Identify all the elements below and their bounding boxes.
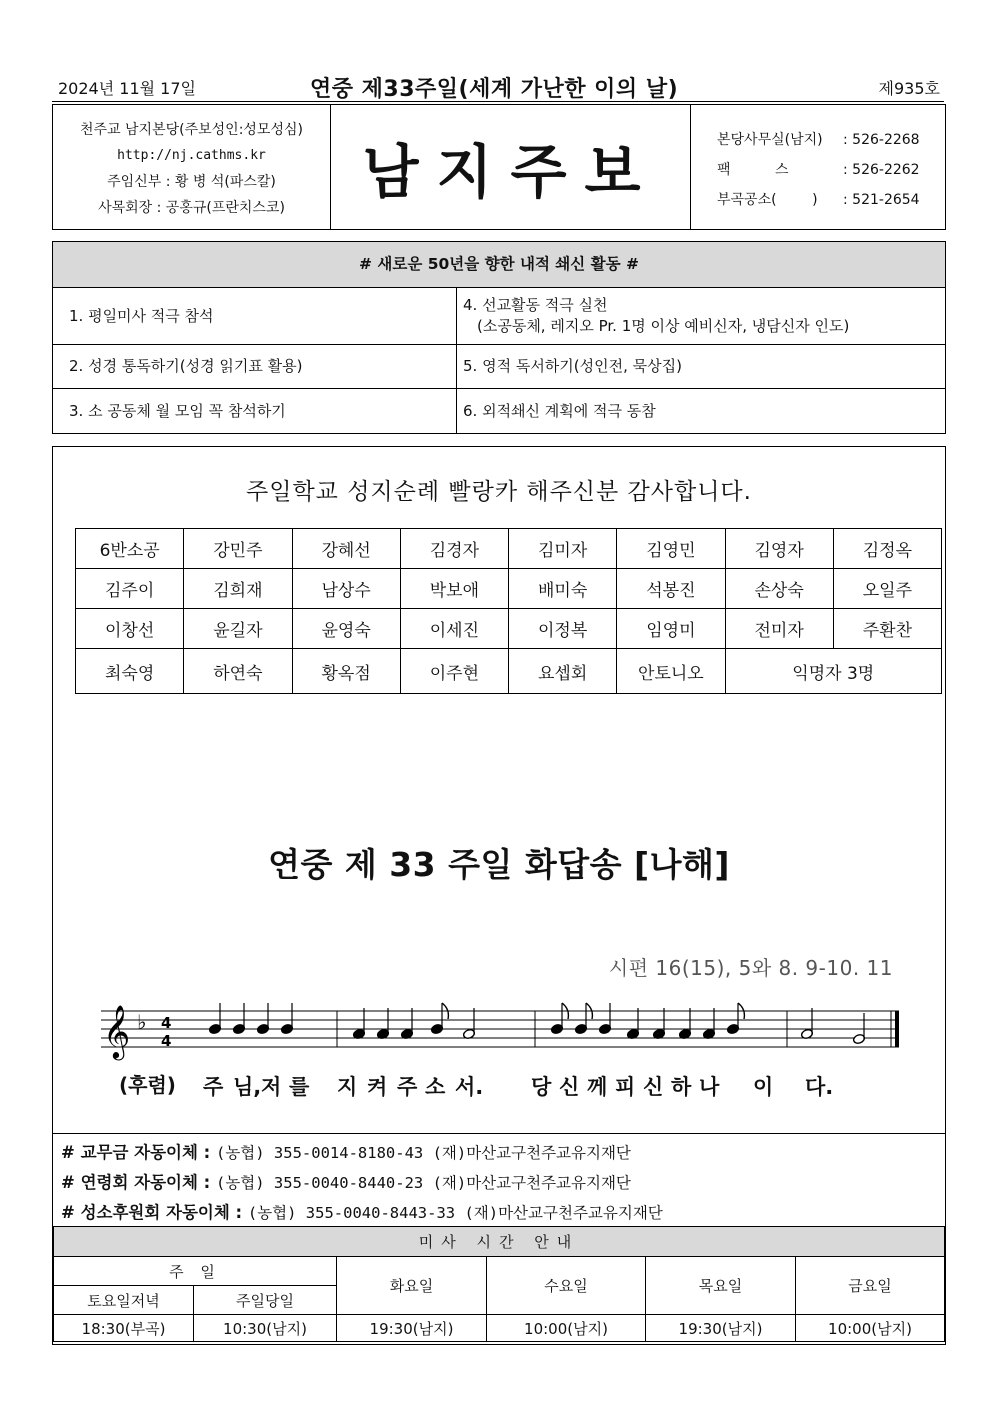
parish-name: 천주교 남지본당(주보성인:성모성심) (80, 122, 303, 138)
lyrics-line (53, 1071, 947, 1099)
lyric-syllable: 주 (203, 1075, 224, 1099)
time-signature-top: 4 (161, 1014, 172, 1032)
table-cell: 강혜선 (292, 529, 400, 569)
contact-label: 부곡공소( ) (717, 192, 818, 208)
lyric-syllable: 당 (531, 1075, 552, 1099)
table-row (76, 609, 942, 649)
goal-item: 3. 소 공동체 월 모임 꼭 참석하기 (53, 389, 457, 433)
table-cell: 김경자 (400, 529, 508, 569)
mass-heading: 미사 시간 안내 (54, 1227, 945, 1257)
table-cell: 황옥점 (292, 649, 400, 694)
saturday-evening-header: 토요일저녁 (54, 1286, 194, 1315)
psalm-title: 연중 제 33 주일 화답송 [나해] (268, 845, 730, 884)
table-row (54, 1227, 945, 1257)
bulletin-logo: 남지주보 (331, 105, 691, 229)
table-cell: 이주현 (400, 649, 508, 694)
table-cell: 요셉회 (509, 649, 617, 694)
table-cell: 김정옥 (833, 529, 941, 569)
time-signature-bottom: 4 (161, 1032, 172, 1050)
table-cell: 김희재 (184, 569, 292, 609)
table-cell: 손상숙 (725, 569, 833, 609)
table-cell: 전미자 (725, 609, 833, 649)
goal-item: 4. 선교활동 적극 실천 (소공동체, 레지오 Pr. 1명 이상 예비신자, 냉담신자 인도) (457, 288, 945, 345)
lyric-syllable: 께 (587, 1075, 608, 1099)
lyric-syllable: 신 (643, 1075, 664, 1099)
table-cell: 이창선 (76, 609, 184, 649)
bank-line: # 교무금 자동이체 : (농협) 355-0014-8180-43 (재)마산교구천주교유지재단 (61, 1143, 631, 1162)
auto-transfer-info (53, 1133, 945, 1228)
table-cell: 김영자 (725, 529, 833, 569)
goal-item: 5. 영적 독서하기(성인전, 묵상집) (457, 345, 945, 389)
table-cell: 남상수 (292, 569, 400, 609)
contact-row (717, 185, 945, 215)
lyric-syllable: 피 (615, 1075, 636, 1099)
lyric-syllable: 하 (671, 1075, 692, 1099)
goal-item: 2. 성경 통독하기(성경 읽기표 활용) (53, 345, 457, 389)
table-row (54, 1257, 945, 1286)
table-cell: 강민주 (184, 529, 292, 569)
psalm-reference: 시편 16(15), 5와 8. 9-10. 11 (608, 956, 893, 980)
wednesday-header: 수요일 (487, 1257, 646, 1315)
table-cell: 김주이 (76, 569, 184, 609)
table-cell: 배미숙 (509, 569, 617, 609)
mass-schedule (53, 1226, 945, 1342)
table-cell: 윤영숙 (292, 609, 400, 649)
table-cell: 안토니오 (617, 649, 725, 694)
lyric-syllable: 이 (753, 1075, 774, 1099)
sunday-day-header: 주일당일 (194, 1286, 337, 1315)
main-content (52, 446, 946, 1345)
issue-number: 제935호 (878, 79, 940, 98)
lyric-syllable: 켜 (367, 1075, 388, 1099)
issue-date: 2024년 11월 17일 (58, 79, 196, 98)
table-cell: 박보애 (400, 569, 508, 609)
parish-info (53, 105, 331, 229)
table-cell: 이정복 (509, 609, 617, 649)
table-row (76, 529, 942, 569)
table-row (54, 1315, 945, 1342)
table-cell: 최숙영 (76, 649, 184, 694)
table-cell: 6반소공 (76, 529, 184, 569)
table-cell: 익명자 3명 (725, 649, 942, 694)
contact-value: : 521-2654 (843, 192, 920, 208)
goals-grid (53, 288, 945, 433)
pastor-name: 주임신부 : 황 병 석(파스칼) (107, 174, 276, 190)
contact-row (717, 155, 945, 185)
mass-time: 19:30(남지) (646, 1315, 796, 1342)
chairman-name: 사목회장 : 공홍규(프란치스코) (98, 200, 285, 216)
contact-label: 본당사무실(남지) (717, 132, 823, 148)
mass-time: 10:00(남지) (487, 1315, 646, 1342)
bulletin-header (52, 104, 946, 230)
contact-info (691, 105, 945, 229)
table-row (76, 649, 942, 694)
bank-line: # 연령회 자동이체 : (농협) 355-0040-8440-23 (재)마산교구천주교유지재단 (61, 1173, 631, 1192)
table-cell: 임영미 (617, 609, 725, 649)
lyric-syllable: 다. (805, 1075, 834, 1099)
page-title: 연중 제33주일(세계 가난한 이의 날) (310, 77, 679, 102)
table-cell: 윤길자 (184, 609, 292, 649)
flat-icon: ♭ (137, 1010, 147, 1034)
parish-url[interactable]: http://nj.cathms.kr (117, 148, 266, 163)
table-cell: 하연숙 (184, 649, 292, 694)
lyric-syllable: 나 (699, 1075, 720, 1099)
thanks-title: 주일학교 성지순례 빨랑카 해주신분 감사합니다. (246, 479, 752, 505)
lyric-syllable: 지 (337, 1075, 358, 1099)
table-cell: 석봉진 (617, 569, 725, 609)
friday-header: 금요일 (796, 1257, 945, 1315)
mass-time: 18:30(부곡) (54, 1315, 194, 1342)
goal-item: 1. 평일미사 적극 참석 (53, 288, 457, 345)
mass-time: 10:00(남지) (796, 1315, 945, 1342)
renewal-goals (52, 241, 946, 434)
table-row (76, 569, 942, 609)
contact-value: : 526-2268 (843, 132, 920, 148)
table-cell: 김영민 (617, 529, 725, 569)
table-cell: 이세진 (400, 609, 508, 649)
contact-value: : 526-2262 (843, 162, 920, 178)
donor-table (75, 528, 942, 694)
table-cell: 김미자 (509, 529, 617, 569)
sunday-header: 주 일 (54, 1257, 337, 1286)
lyric-syllable: 소 (425, 1075, 446, 1099)
table-cell: 오일주 (833, 569, 941, 609)
final-barline (895, 1011, 899, 1047)
treble-clef-icon: 𝄞 (103, 1004, 131, 1058)
masthead-line (52, 72, 944, 102)
lyric-syllable: 님, (233, 1075, 262, 1099)
goals-heading: # 새로운 50년을 향한 내적 쇄신 활동 # (53, 242, 945, 288)
lyric-syllable: 주 (397, 1075, 418, 1099)
table-cell: 주환찬 (833, 609, 941, 649)
lyric-syllable: 신 (559, 1075, 580, 1099)
refrain-label: (후렴) (119, 1073, 176, 1097)
music-staff (97, 995, 907, 1065)
goal-item: 6. 외적쇄신 계획에 적극 동참 (463, 401, 656, 420)
tuesday-header: 화요일 (337, 1257, 487, 1315)
mass-time: 10:30(남지) (194, 1315, 337, 1342)
contact-row (717, 125, 945, 155)
bank-line: # 성소후원회 자동이체 : (농협) 355-0040-8443-33 (재)마산교구천주교유지재단 (61, 1203, 663, 1222)
contact-label: 팩 스 (717, 162, 789, 178)
mass-time: 19:30(남지) (337, 1315, 487, 1342)
lyric-syllable: 서. (455, 1075, 484, 1099)
lyric-syllable: 저 (261, 1075, 282, 1099)
thursday-header: 목요일 (646, 1257, 796, 1315)
lyric-syllable: 를 (289, 1075, 310, 1099)
